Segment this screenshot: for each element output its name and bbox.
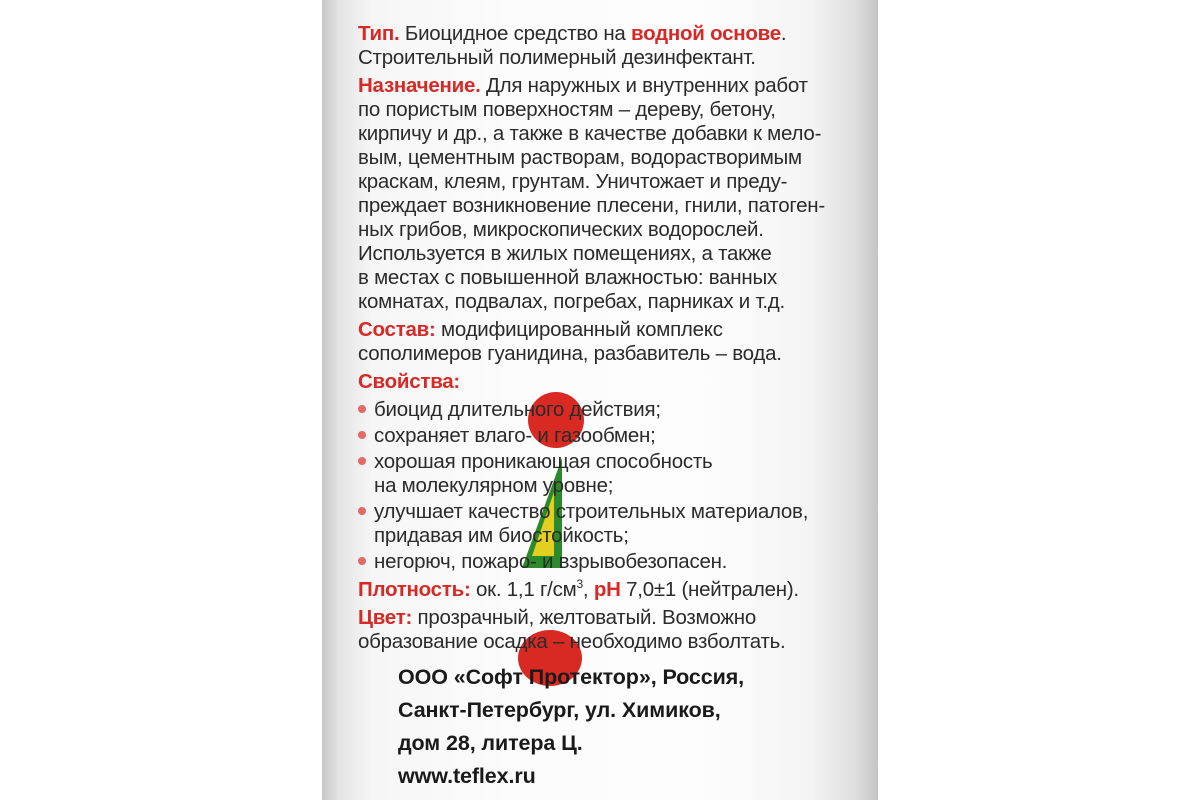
composition-text: модифицированный комплекс <box>441 318 723 341</box>
density-heading: Плотность: <box>358 578 471 601</box>
purpose-text: по пористым поверхностям – дереву, бетону, <box>358 98 776 121</box>
properties-heading-text: Свойства: <box>358 370 461 393</box>
type-line <box>358 22 786 46</box>
property-text: улучшает качество строительных материалов, <box>374 500 809 523</box>
property-item <box>358 450 712 474</box>
bullet-icon <box>358 557 366 565</box>
property-item <box>358 550 727 574</box>
purpose-text: вым, цементным растворам, водорастворимым <box>358 146 802 169</box>
manufacturer-address: дом 28, литера Ц. <box>398 731 583 755</box>
property-item <box>358 424 656 448</box>
bullet-icon <box>358 405 366 413</box>
composition-line <box>358 318 723 342</box>
property-item <box>358 500 808 524</box>
property-text: сохраняет влаго- и газообмен; <box>374 424 656 447</box>
type-text: Биоцидное средство на <box>404 22 626 45</box>
purpose-text: Для наружных и внутренних работ <box>486 74 808 97</box>
purpose-text: краскам, клеям, грунтам. Уничтожает и преду- <box>358 170 788 193</box>
property-item <box>358 398 661 422</box>
bullet-icon <box>358 431 366 439</box>
purpose-text: ных грибов, микроскопических водорослей. <box>358 218 764 241</box>
purpose-text: в местах с повышенной влажностью: ванных <box>358 266 777 289</box>
color-heading: Цвет: <box>358 606 413 629</box>
properties-heading <box>358 370 460 394</box>
color-text: образование осадка – необходимо взболтать. <box>358 630 786 653</box>
property-continuation: придавая им биостойкость; <box>374 524 629 547</box>
color-line <box>358 606 756 630</box>
bullet-icon <box>358 507 366 515</box>
property-text: биоцид длительного действия; <box>374 398 661 421</box>
bullet-icon <box>358 457 366 465</box>
density-value: ок. 1,1 г/см <box>476 578 577 601</box>
density-comma: , <box>582 578 589 601</box>
type-highlight: водной основе <box>631 22 781 45</box>
purpose-heading: Назначение. <box>358 74 481 97</box>
purpose-text: преждает возникновение плесени, гнили, патоген- <box>358 194 825 217</box>
density-line <box>358 578 799 602</box>
composition-heading: Состав: <box>358 318 436 341</box>
purpose-text: Используется в жилых помещениях, а также <box>358 242 772 265</box>
purpose-line <box>358 74 808 98</box>
ph-heading: pH <box>593 578 621 601</box>
property-text: негорюч, пожаро- и взрывобезопасен. <box>374 550 728 573</box>
type-heading: Тип. <box>358 22 400 45</box>
property-text: хорошая проникающая способность <box>374 450 713 473</box>
purpose-text: комнатах, подвалах, погребах, парниках и т.д. <box>358 290 785 313</box>
manufacturer-website: www.teflex.ru <box>398 764 536 788</box>
composition-text: сополимеров гуанидина, разбавитель – вода. <box>358 342 782 365</box>
manufacturer-address: Санкт-Петербург, ул. Химиков, <box>398 698 721 722</box>
color-text: прозрачный, желтоватый. Возможно <box>417 606 756 629</box>
property-continuation: на молекулярном уровне; <box>374 474 614 497</box>
type-line-2: Строительный полимерный дезинфектант. <box>358 46 756 69</box>
manufacturer-name: ООО «Софт Протектор», Россия, <box>398 665 745 689</box>
density-unit-superscript: 3 <box>576 577 583 592</box>
purpose-text: кирпичу и др., а также в качестве добавки к мело- <box>358 122 822 145</box>
ph-value: 7,0±1 (нейтрален). <box>626 578 799 601</box>
type-end: . <box>780 22 787 45</box>
